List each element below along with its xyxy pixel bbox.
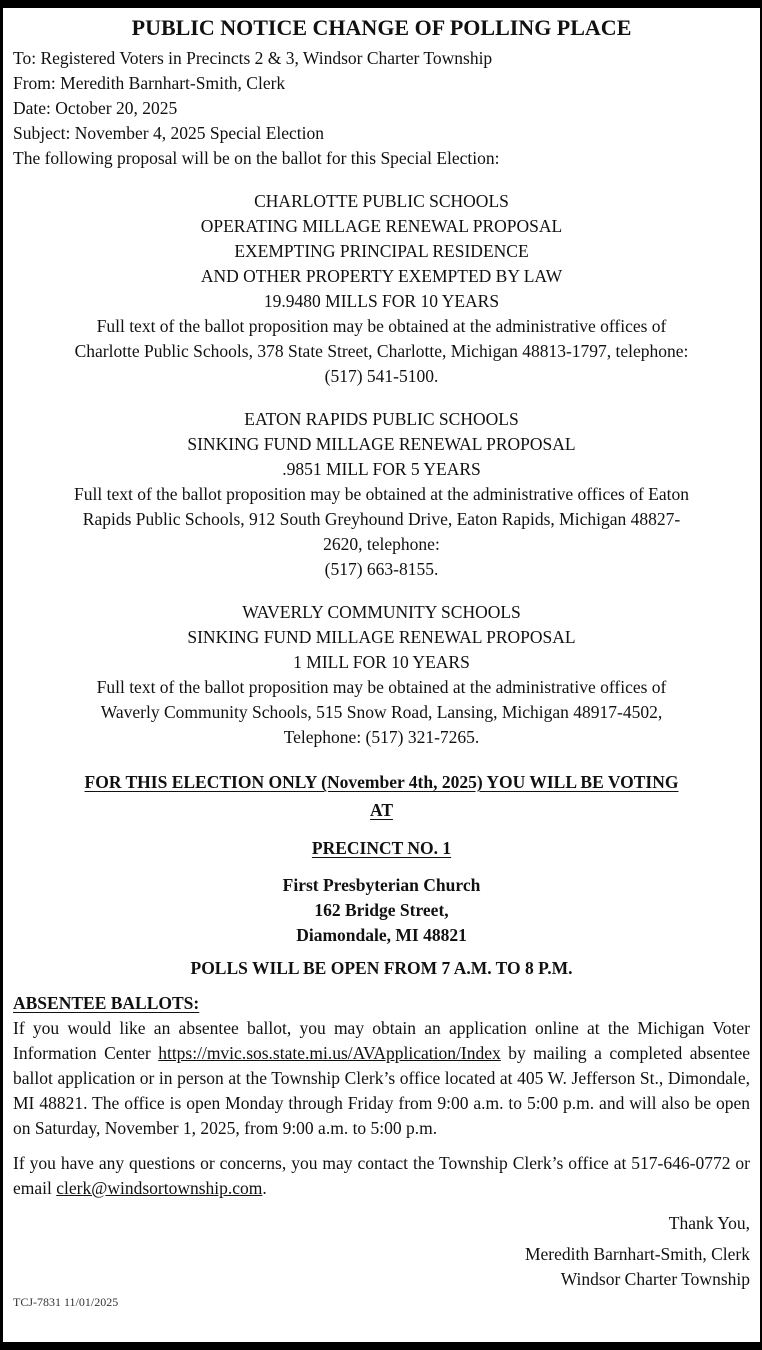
notice-reference-number: TCJ-7831 11/01/2025	[13, 1295, 119, 1309]
proposal-waverly	[13, 600, 750, 750]
proposal-body-line: Charlotte Public Schools, 378 State Street, Charlotte, Michigan 48813-1797, telephone:	[74, 341, 689, 361]
absentee-application-link[interactable]: https://mvic.sos.state.mi.us/AVApplication/Index	[158, 1043, 501, 1063]
contact-text-before-email: If you have any questions or concerns, you may contact the Township Clerk’s office at 517-646-0772 or email	[13, 1153, 750, 1198]
header-from-line: From: Meredith Barnhart-Smith, Clerk	[13, 73, 286, 93]
absentee-paragraph	[13, 1016, 750, 1141]
proposal-heading-line: SINKING FUND MILLAGE RENEWAL PROPOSAL	[187, 434, 576, 454]
absentee-text-after-link: by mailing a completed absentee ballot application or in person at the Township Clerk’s office located at 405 W. Jefferson St., Dimondale, MI 48821. The office is open Monday through Friday from 9:00 a.m. to 5:00 p.m. and will also be open on Saturday, November 1, 2025, from 9:00 a.m. to 5:00 p.m.	[13, 1043, 751, 1138]
proposal-phone-line: (517) 663-8155.	[324, 559, 439, 579]
proposal-charlotte	[13, 189, 750, 389]
header-intro-line: The following proposal will be on the ballot for this Special Election:	[13, 148, 500, 168]
proposal-body-line: Full text of the ballot proposition may be obtained at the administrative offices of	[96, 677, 667, 697]
precinct-heading: PRECINCT NO. 1	[311, 838, 452, 858]
notice-title: PUBLIC NOTICE CHANGE OF POLLING PLACE	[131, 15, 632, 40]
proposal-phone-line: Telephone: (517) 321-7265.	[283, 727, 480, 747]
header-date-line: Date: October 20, 2025	[13, 98, 178, 118]
proposal-phone-line: (517) 541-5100.	[324, 366, 439, 386]
proposal-heading-line: AND OTHER PROPERTY EXEMPTED BY LAW	[200, 266, 563, 286]
proposal-heading-line: 1 MILL FOR 10 YEARS	[293, 652, 470, 672]
proposal-body-line: 2620, telephone:	[323, 534, 440, 554]
proposal-body-line: Full text of the ballot proposition may be obtained at the administrative offices of Eaton	[74, 484, 689, 504]
proposal-heading-line: 19.9480 MILLS FOR 10 YEARS	[263, 291, 500, 311]
notice-content	[3, 8, 760, 1310]
polling-location-street: 162 Bridge Street,	[314, 900, 449, 920]
header-to-line: To: Registered Voters in Precincts 2 & 3, Windsor Charter Township	[13, 48, 493, 68]
clerk-email-link[interactable]: clerk@windsortownship.com	[56, 1178, 263, 1198]
header-subject-line: Subject: November 4, 2025 Special Election	[13, 123, 325, 143]
polling-location-name: First Presbyterian Church	[282, 875, 481, 895]
contact-text-after-email: .	[262, 1178, 267, 1198]
polling-location	[13, 873, 750, 948]
closing-thanks: Thank You,	[668, 1213, 750, 1233]
proposal-body-line: Waverly Community Schools, 515 Snow Road, Lansing, Michigan 48917-4502,	[100, 702, 663, 722]
voting-announcement-line1: FOR THIS ELECTION ONLY (November 4th, 2025) YOU WILL BE VOTING	[84, 772, 679, 792]
proposal-heading-line: CHARLOTTE PUBLIC SCHOOLS	[254, 191, 509, 211]
proposal-heading-line: EXEMPTING PRINCIPAL RESIDENCE	[234, 241, 529, 261]
proposal-body-line: Rapids Public Schools, 912 South Greyhound Drive, Eaton Rapids, Michigan 48827-	[82, 509, 681, 529]
contact-paragraph	[13, 1151, 750, 1201]
polls-hours: POLLS WILL BE OPEN FROM 7 A.M. TO 8 P.M.	[190, 958, 573, 978]
proposal-heading-line: .9851 MILL FOR 5 YEARS	[282, 459, 481, 479]
proposal-body-line: Full text of the ballot proposition may be obtained at the administrative offices of	[96, 316, 667, 336]
signature-block	[13, 1242, 750, 1292]
signature-name: Meredith Barnhart-Smith, Clerk	[524, 1244, 750, 1264]
proposal-eaton-rapids	[13, 407, 750, 582]
absentee-ballots-heading: ABSENTEE BALLOTS:	[13, 993, 200, 1013]
voting-announcement-line2: AT	[369, 800, 393, 820]
proposal-heading-line: WAVERLY COMMUNITY SCHOOLS	[242, 602, 521, 622]
proposal-heading-line: EATON RAPIDS PUBLIC SCHOOLS	[244, 409, 519, 429]
proposal-heading-line: OPERATING MILLAGE RENEWAL PROPOSAL	[200, 216, 563, 236]
signature-organization: Windsor Charter Township	[560, 1269, 750, 1289]
voting-announcement	[13, 768, 750, 824]
notice-header	[13, 46, 750, 171]
polling-location-city: Diamondale, MI 48821	[296, 925, 467, 945]
proposal-heading-line: SINKING FUND MILLAGE RENEWAL PROPOSAL	[187, 627, 576, 647]
absentee-text-before-link: If you would like an absentee ballot, you may obtain an application online at the Michigan Voter Information Center	[13, 1018, 750, 1063]
